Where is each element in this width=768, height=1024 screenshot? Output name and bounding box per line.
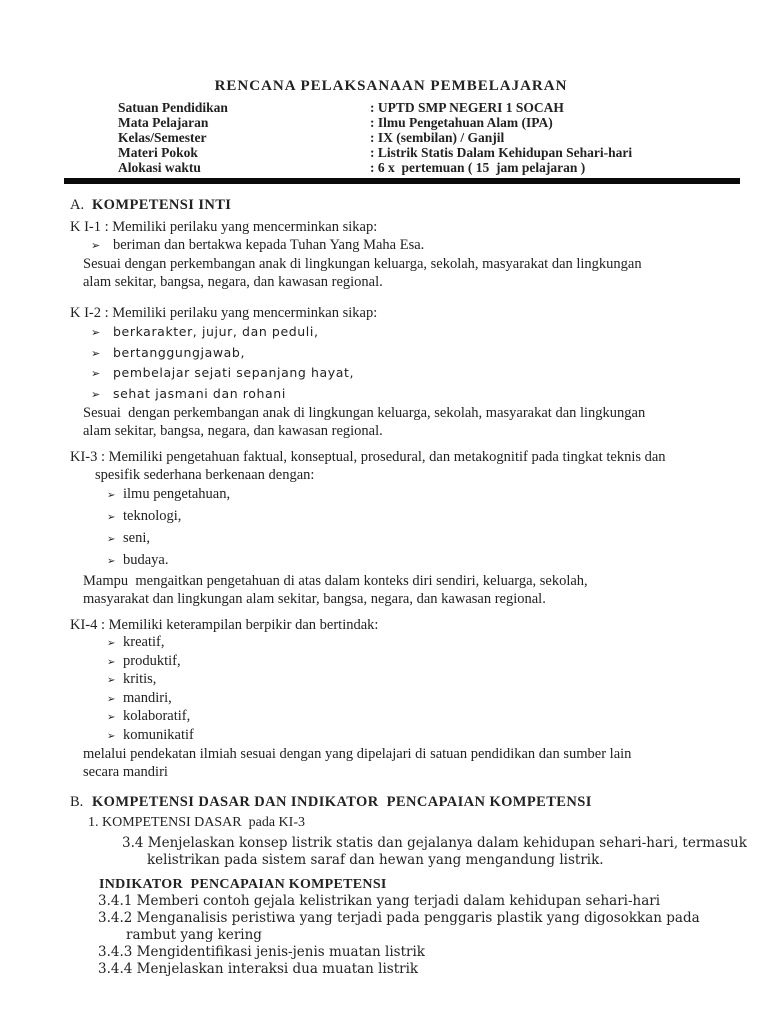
text-line xyxy=(107,550,768,572)
line-text: produktif, xyxy=(123,652,181,669)
line-text: spesifik sederhana berkenaan dengan: xyxy=(95,467,315,483)
header-label: Mata Pelajaran xyxy=(118,115,209,130)
line-text: KI-3 : Memiliki pengetahuan faktual, konseptual, prosedural, dan metakognitif pada tingkat teknis dan xyxy=(70,449,666,465)
line-text: 1. KOMPETENSI DASAR pada KI-3 xyxy=(88,815,305,830)
section-kompetensi-inti xyxy=(0,197,768,781)
line-text: 3.4 Menjelaskan konsep listrik statis dan gejalanya dalam kehidupan sehari-hari, termasuk xyxy=(122,835,747,851)
header-row xyxy=(118,160,768,175)
line-text: K I-2 : Memiliki perilaku yang mencerminkan sikap: xyxy=(70,305,378,321)
arrow-bullet-icon: ➢ xyxy=(107,534,116,545)
header-label: Materi Pokok xyxy=(118,145,198,160)
text-line xyxy=(126,927,768,944)
arrow-bullet-icon: ➢ xyxy=(107,675,116,686)
text-line xyxy=(70,304,768,322)
line-text: teknologi, xyxy=(123,508,182,524)
header-value: : Listrik Statis Dalam Kehidupan Sehari-hari xyxy=(370,145,633,160)
header-label: Kelas/Semester xyxy=(118,130,207,145)
text-line xyxy=(83,763,768,781)
header-row xyxy=(118,130,768,145)
arrow-bullet-icon: ➢ xyxy=(107,638,116,649)
text-line xyxy=(91,236,768,255)
text-line xyxy=(98,961,768,978)
line-text: berkarakter, jujur, dan peduli, xyxy=(113,324,319,339)
line-text: sehat jasmani dan rohani xyxy=(113,385,286,401)
text-line xyxy=(99,877,768,893)
arrow-bullet-icon: ➢ xyxy=(107,730,116,742)
header-label: Alokasi waktu xyxy=(118,160,201,175)
text-line xyxy=(98,893,768,910)
text-line xyxy=(70,448,768,466)
arrow-bullet-icon: ➢ xyxy=(107,512,116,523)
text-line xyxy=(147,852,768,869)
text-line xyxy=(107,727,768,746)
text-line xyxy=(95,466,768,484)
text-line xyxy=(83,273,768,291)
text-line xyxy=(91,343,768,364)
text-line xyxy=(98,910,768,927)
text-line xyxy=(70,218,768,236)
text-line xyxy=(107,506,768,528)
header-value: : Ilmu Pengetahuan Alam (IPA) xyxy=(370,115,553,130)
text-line xyxy=(107,528,768,550)
heading-letter: B. xyxy=(70,794,84,810)
arrow-bullet-icon: ➢ xyxy=(91,326,101,339)
line-text: pembelajar sejati sepanjang hayat, xyxy=(113,365,355,380)
arrow-bullet-icon: ➢ xyxy=(107,656,116,668)
line-text: bertanggungjawab, xyxy=(113,344,246,360)
line-text: beriman dan bertakwa kepada Tuhan Yang Maha Esa. xyxy=(113,237,425,253)
arrow-bullet-icon: ➢ xyxy=(107,490,116,501)
text-line xyxy=(107,690,768,709)
line-text: mandiri, xyxy=(123,689,172,706)
heading-letter: A. xyxy=(70,197,85,213)
page-title: RENCANA PELAKSANAAN PEMBELAJARAN xyxy=(214,78,568,94)
text-line xyxy=(83,422,768,440)
text-line xyxy=(83,590,768,608)
text-line xyxy=(70,616,768,634)
line-text: 3.4.1 Memberi contoh gejala kelistrikan yang terjadi dalam kehidupan sehari-hari xyxy=(98,893,661,909)
line-text: komunikatif xyxy=(123,726,194,743)
arrow-bullet-icon: ➢ xyxy=(107,693,116,705)
line-text: budaya. xyxy=(123,552,169,568)
text-line xyxy=(107,708,768,727)
line-text: 3.4.4 Menjelaskan interaksi dua muatan listrik xyxy=(98,961,419,977)
divider-rule xyxy=(64,178,740,184)
line-text: K I-1 : Memiliki perilaku yang mencerminkan sikap: xyxy=(70,219,378,235)
line-text: kritis, xyxy=(123,671,157,687)
header-fields xyxy=(118,100,768,175)
heading-text: KOMPETENSI DASAR DAN INDIKATOR PENCAPAIAN KOMPETENSI xyxy=(92,794,592,810)
line-text: melalui pendekatan ilmiah sesuai dengan yang dipelajari di satuan pendidikan dan sumber lain xyxy=(83,746,632,762)
line-text: kreatif, xyxy=(123,634,165,650)
line-text: alam sekitar, bangsa, negara, dan kawasan regional. xyxy=(83,274,383,290)
header-value: : 6 x pertemuan ( 15 jam pelajaran ) xyxy=(370,160,586,175)
arrow-bullet-icon: ➢ xyxy=(91,387,101,401)
line-text: KI-4 : Memiliki keterampilan berpikir dan bertindak: xyxy=(70,617,379,633)
line-text: rambut yang kering xyxy=(126,927,262,943)
arrow-bullet-icon: ➢ xyxy=(91,367,101,380)
text-line xyxy=(83,745,768,763)
arrow-bullet-icon: ➢ xyxy=(91,239,101,252)
arrow-bullet-icon: ➢ xyxy=(91,346,101,360)
heading-text: KOMPETENSI INTI xyxy=(92,197,232,213)
text-line xyxy=(107,671,768,690)
text-line xyxy=(91,363,768,384)
text-line xyxy=(88,815,768,831)
line-text: masyarakat dan lingkungan alam sekitar, bangsa, negara, dan kawasan regional. xyxy=(83,591,546,607)
line-text: ilmu pengetahuan, xyxy=(123,486,231,502)
header-label: Satuan Pendidikan xyxy=(118,100,228,115)
text-line xyxy=(83,572,768,590)
text-line xyxy=(83,255,768,273)
header-row xyxy=(118,145,768,160)
arrow-bullet-icon: ➢ xyxy=(107,556,116,567)
text-line xyxy=(91,384,768,405)
text-line xyxy=(70,197,768,214)
text-line xyxy=(83,404,768,422)
line-text: Mampu mengaitkan pengetahuan di atas dalam konteks diri sendiri, keluarga, sekolah, xyxy=(83,573,588,589)
header-row xyxy=(118,100,768,115)
text-line xyxy=(107,653,768,672)
header-value: : UPTD SMP NEGERI 1 SOCAH xyxy=(370,100,564,115)
line-text: Sesuai dengan perkembangan anak di lingkungan keluarga, sekolah, masyarakat dan lingkungan xyxy=(83,256,642,272)
text-line xyxy=(70,794,768,811)
arrow-bullet-icon: ➢ xyxy=(107,712,116,723)
line-text: seni, xyxy=(123,530,150,546)
line-text: Sesuai dengan perkembangan anak di lingkungan keluarga, sekolah, masyarakat dan lingkungan xyxy=(83,405,646,421)
line-text: 3.4.2 Menganalisis peristiwa yang terjadi pada penggaris plastik yang digosokkan pada xyxy=(98,910,700,926)
text-line xyxy=(122,835,768,852)
line-text: 3.4.3 Mengidentifikasi jenis-jenis muatan listrik xyxy=(98,944,425,960)
line-text: secara mandiri xyxy=(83,764,168,780)
line-text: alam sekitar, bangsa, negara, dan kawasan regional. xyxy=(83,423,383,439)
section-kompetensi-dasar xyxy=(0,794,768,978)
line-text: INDIKATOR PENCAPAIAN KOMPETENSI xyxy=(99,877,387,892)
header-row xyxy=(118,115,768,130)
text-line xyxy=(107,484,768,506)
line-text: kelistrikan pada sistem saraf dan hewan yang mengandung listrik. xyxy=(147,852,604,868)
document-body xyxy=(0,197,768,978)
text-line xyxy=(91,322,768,343)
text-line xyxy=(98,944,768,961)
text-line xyxy=(107,634,768,653)
header-value: : IX (sembilan) / Ganjil xyxy=(370,130,505,145)
line-text: kolaboratif, xyxy=(123,708,191,724)
